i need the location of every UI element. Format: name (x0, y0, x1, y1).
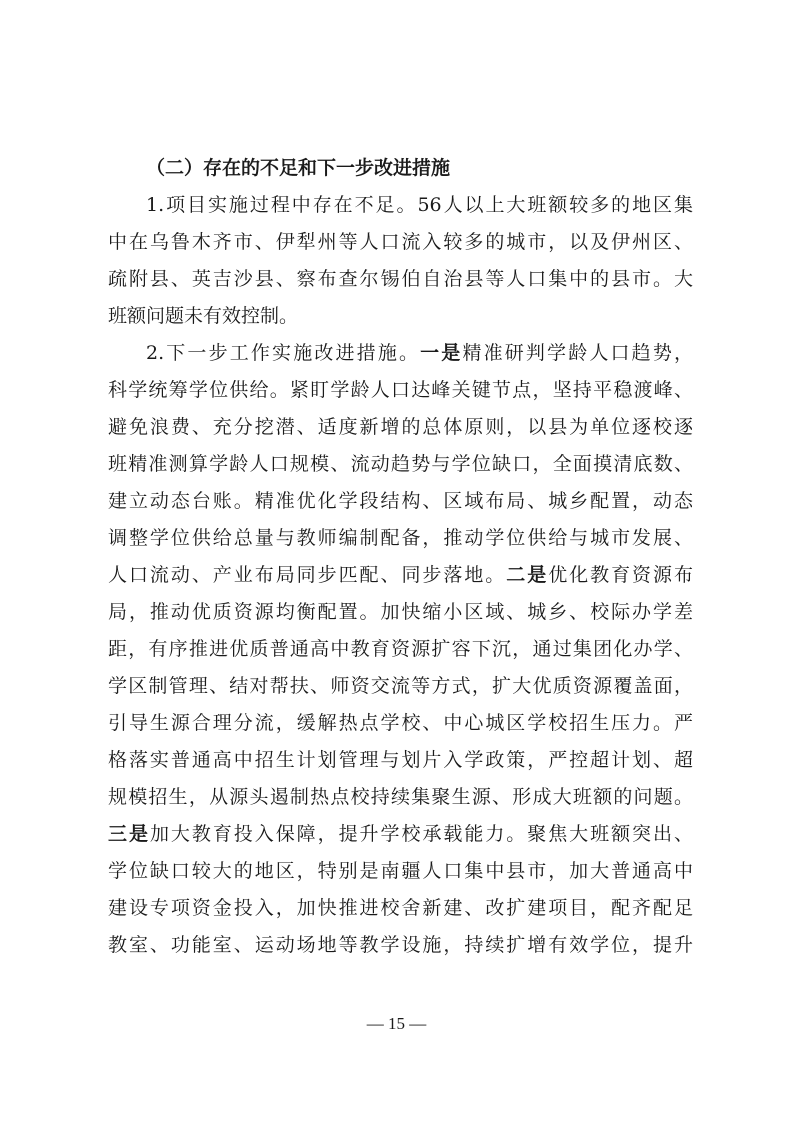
paragraph-2-line: 格落实普通高中招生计划管理与划片入学政策，严控超计划、超 (108, 749, 693, 771)
paragraph-2-line (108, 816, 693, 853)
section-heading: （二）存在的不足和下一步改进措施 (146, 157, 451, 179)
bold-keyword-third: 三是 (108, 823, 150, 845)
paragraph-2-line: 建设专项资金投入，加快推进校舍新建、改扩建项目，配齐配足 (108, 897, 693, 919)
paragraph-2-line (108, 335, 693, 372)
paragraph-2-line: 局，推动优质资源均衡配置。加快缩小区域、城乡、校际办学差 (108, 601, 693, 623)
paragraph-2-line: 教室、功能室、运动场地等教学设施，持续扩增有效学位，提升 (108, 934, 693, 956)
paragraph-1 (108, 187, 693, 335)
text-run: 2.下一步工作实施改进措施。 (146, 342, 421, 364)
paragraph-1-line: 中在乌鲁木齐市、伊犁州等人口流入较多的城市，以及伊州区、 (108, 231, 693, 253)
paragraph-1-line: 疏附县、英吉沙县、察布查尔锡伯自治县等人口集中的县市。大 (108, 268, 693, 290)
paragraph-2-line: 班精准测算学龄人口规模、流动趋势与学位缺口，全面摸清底数、 (108, 453, 693, 475)
paragraph-2-line: 学位缺口较大的地区，特别是南疆人口集中县市，加大普通高中 (108, 860, 693, 882)
paragraph-2-line: 规模招生，从源头遏制热点校持续集聚生源、形成大班额的问题。 (108, 786, 693, 808)
document-body (108, 150, 693, 964)
paragraph-2-line: 距，有序推进优质普通高中教育资源扩容下沉，通过集团化办学、 (108, 638, 693, 660)
paragraph-2-line (108, 557, 693, 594)
paragraph-1-line: 1.项目实施过程中存在不足。56人以上大班额较多的地区集 (146, 194, 693, 216)
paragraph-2 (108, 335, 693, 964)
paragraph-2-line: 调整学位供给总量与教师编制配备，推动学位供给与城市发展、 (108, 527, 693, 549)
text-run: 加大教育投入保障，提升学校承载能力。聚焦大班额突出、 (149, 823, 693, 845)
paragraph-2-line: 学区制管理、结对帮扶、师资交流等方式，扩大优质资源覆盖面， (108, 675, 693, 697)
paragraph-2-line: 建立动态台账。精准优化学段结构、区域布局、城乡配置，动态 (108, 490, 693, 512)
paragraph-1-line: 班额问题未有效控制。 (108, 305, 299, 327)
bold-keyword-second: 二是 (506, 564, 549, 586)
page-number: — 15 — (366, 1014, 427, 1033)
paragraph-2-line: 科学统筹学位供给。紧盯学龄人口达峰关键节点，坚持平稳渡峰、 (108, 379, 693, 401)
bold-keyword-first: 一是 (420, 342, 463, 364)
paragraph-2-line: 引导生源合理分流，缓解热点学校、中心城区学校招生压力。严 (108, 712, 693, 734)
paragraph-2-line: 避免浪费、充分挖潜、适度新增的总体原则，以县为单位逐校逐 (108, 416, 693, 438)
text-run: 人口流动、产业布局同步匹配、同步落地。 (108, 564, 507, 586)
text-run: 精准研判学龄人口趋势， (462, 342, 693, 364)
text-run: 优化教育资源布 (548, 564, 693, 586)
